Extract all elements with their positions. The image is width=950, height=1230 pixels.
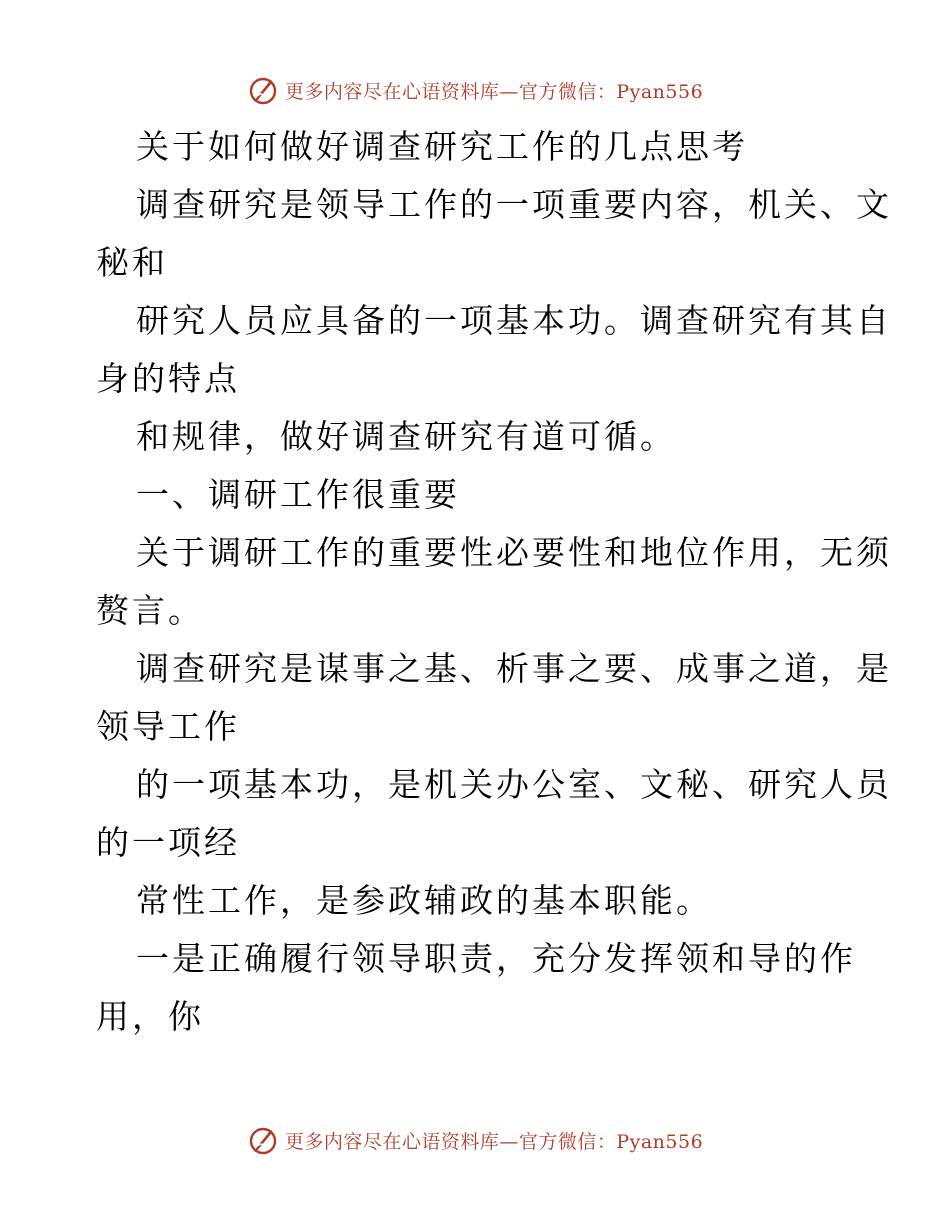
text-line: 赘言。 <box>96 591 204 630</box>
text-line: 身的特点 <box>96 359 240 398</box>
text-line: 领导工作 <box>96 707 240 746</box>
footer-banner-text: 更多内容尽在心语资料库—官方微信：Pyan556 <box>284 1130 704 1153</box>
text-line: 的一项基本功，是机关办公室、文秘、研究人员 <box>136 765 892 804</box>
header-banner-text: 更多内容尽在心语资料库—官方微信：Pyan556 <box>284 80 704 103</box>
text-line: 的一项经 <box>96 823 240 862</box>
quill-pen-logo-icon <box>247 1124 279 1156</box>
text-line: 调查研究是领导工作的一项重要内容，机关、文 <box>136 185 892 224</box>
text-line: 常性工作，是参政辅政的基本职能。 <box>136 881 712 920</box>
text-line: 调查研究是谋事之基、析事之要、成事之道，是 <box>136 649 892 688</box>
header-banner <box>0 70 950 110</box>
quill-pen-logo-icon <box>247 74 279 106</box>
text-line: 关于调研工作的重要性必要性和地位作用，无须 <box>136 533 892 572</box>
document-body <box>96 118 892 1046</box>
section-heading: 一、调研工作很重要 <box>136 475 460 514</box>
document-title: 关于如何做好调查研究工作的几点思考 <box>136 127 748 166</box>
footer-banner <box>0 1120 950 1160</box>
text-line: 用，你 <box>96 997 204 1036</box>
text-line: 研究人员应具备的一项基本功。调查研究有其自 <box>136 301 892 340</box>
text-line: 和规律，做好调查研究有道可循。 <box>136 417 676 456</box>
text-line: 秘和 <box>96 243 168 282</box>
text-line: 一是正确履行领导职责，充分发挥领和导的作 <box>136 939 856 978</box>
